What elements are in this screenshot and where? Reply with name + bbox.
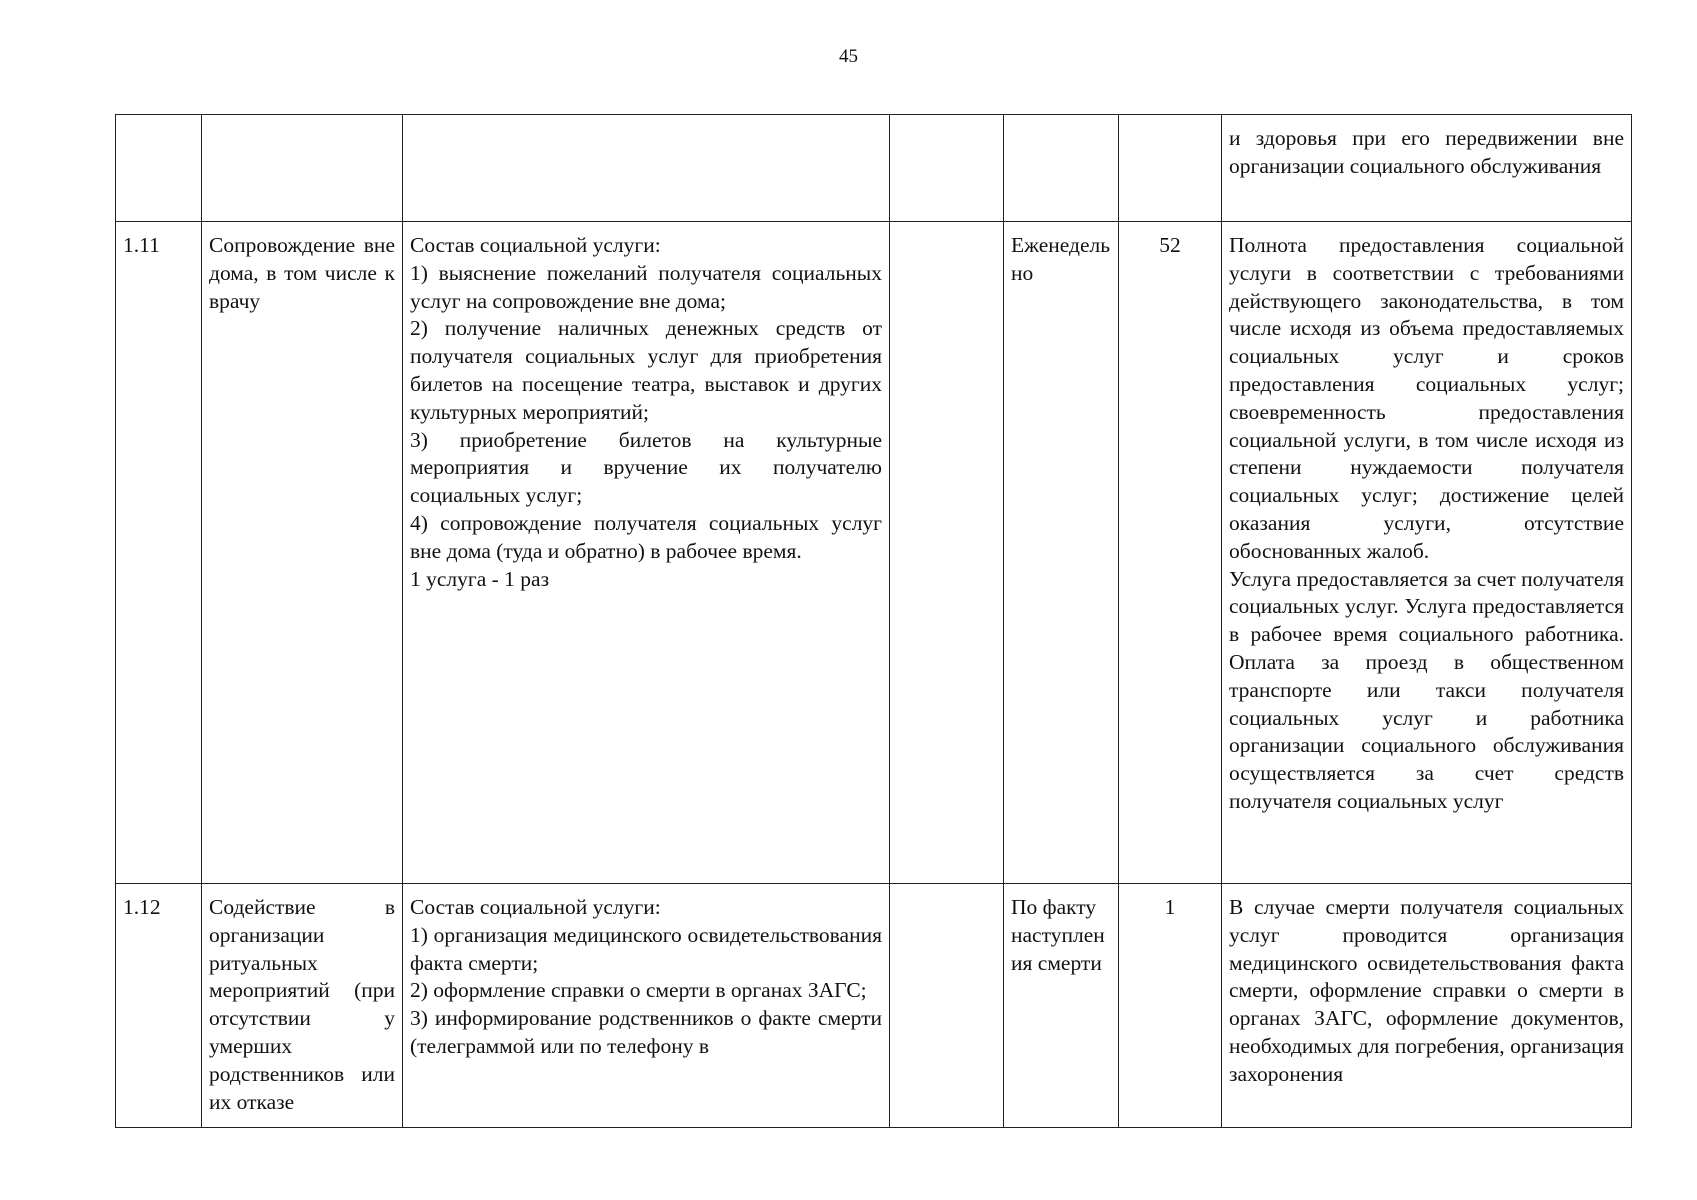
service-content-cell: [403, 115, 890, 222]
content-item: 2) получение наличных денежных средств от получателя социальных услуг для приобретения билетов на посещение театра, выставок и других культурных мероприятий;: [410, 316, 882, 424]
content-item: 2) оформление справки о смерти в органах ЗАГС;: [410, 978, 867, 1003]
content-footer: 1 услуга - 1 раз: [410, 566, 550, 591]
content-item: 3) приобретение билетов на культурные мероприятия и вручение их получателю социальных услуг;: [410, 427, 882, 508]
quality-paragraph: Полнота предоставления социальной услуги в соответствии с требованиями действующего законодательства, в том числе исходя из объема предоставляемых социальных услуг и сроков предоставления социальных услуг; своевременность предоставления социальной услуги, в том числе исходя из степени нуждаемости получателя социальных услуг; достижение целей оказания услуги, отсутствие обоснованных жалоб.: [1229, 233, 1624, 563]
service-content-cell: [403, 222, 890, 884]
service-name-cell: Содействие в организации ритуальных мероприятий (при отсутствии у умерших родственников или их отказе: [202, 884, 403, 1128]
row-number-cell: [116, 115, 202, 222]
page-number: 45: [839, 46, 858, 67]
service-name-cell: [202, 115, 403, 222]
content-item: 3) информирование родственников о факте смерти (телеграммой или по телефону в: [410, 1006, 882, 1058]
services-table: [115, 114, 1632, 1128]
blank-cell: [890, 222, 1004, 884]
count-cell: 1: [1119, 884, 1222, 1128]
table-row: [116, 115, 1632, 222]
content-heading: Состав социальной услуги:: [410, 233, 661, 257]
content-heading: Состав социальной услуги:: [410, 895, 661, 919]
content-item: 1) выяснение пожеланий получателя социальных услуг на сопровождение вне дома;: [410, 260, 882, 313]
count-cell: 52: [1119, 222, 1222, 884]
table-row: [116, 884, 1632, 1128]
table-row: [116, 222, 1632, 884]
row-number-cell: 1.11: [116, 222, 202, 884]
periodicity-cell: По факту наступления смерти: [1004, 884, 1119, 1128]
quality-paragraph: Услуга предоставляется за счет получателя социальных услуг. Услуга предоставляется в рабочее время социального работника. Оплата за проезд в общественном транспорте или такси получателя социальных услуг и работника организации социального обслуживания осуществляется за счет средств получателя социальных услуг: [1229, 566, 1624, 813]
quality-cell: [1222, 115, 1632, 222]
quality-paragraph: В случае смерти получателя социальных услуг проводится организация медицинского освидетельствования факта смерти, оформление справки о смерти в органах ЗАГС, оформление документов, необходимых для погребения, организация захоронения: [1229, 895, 1624, 1086]
row-number-cell: 1.12: [116, 884, 202, 1128]
periodicity-cell: Еженедельно: [1004, 222, 1119, 884]
quality-paragraph: и здоровья при его передвижении вне организации социального обслуживания: [1229, 126, 1624, 178]
content-item: 1) организация медицинского освидетельствования факта смерти;: [410, 922, 882, 975]
blank-cell: [890, 115, 1004, 222]
quality-cell: [1222, 884, 1632, 1128]
content-item: 4) сопровождение получателя социальных услуг вне дома (туда и обратно) в рабочее время.: [410, 510, 882, 563]
quality-cell: [1222, 222, 1632, 884]
service-name-cell: Сопровождение вне дома, в том числе к врачу: [202, 222, 403, 884]
count-cell: [1119, 115, 1222, 222]
blank-cell: [890, 884, 1004, 1128]
service-content-cell: [403, 884, 890, 1128]
periodicity-cell: [1004, 115, 1119, 222]
